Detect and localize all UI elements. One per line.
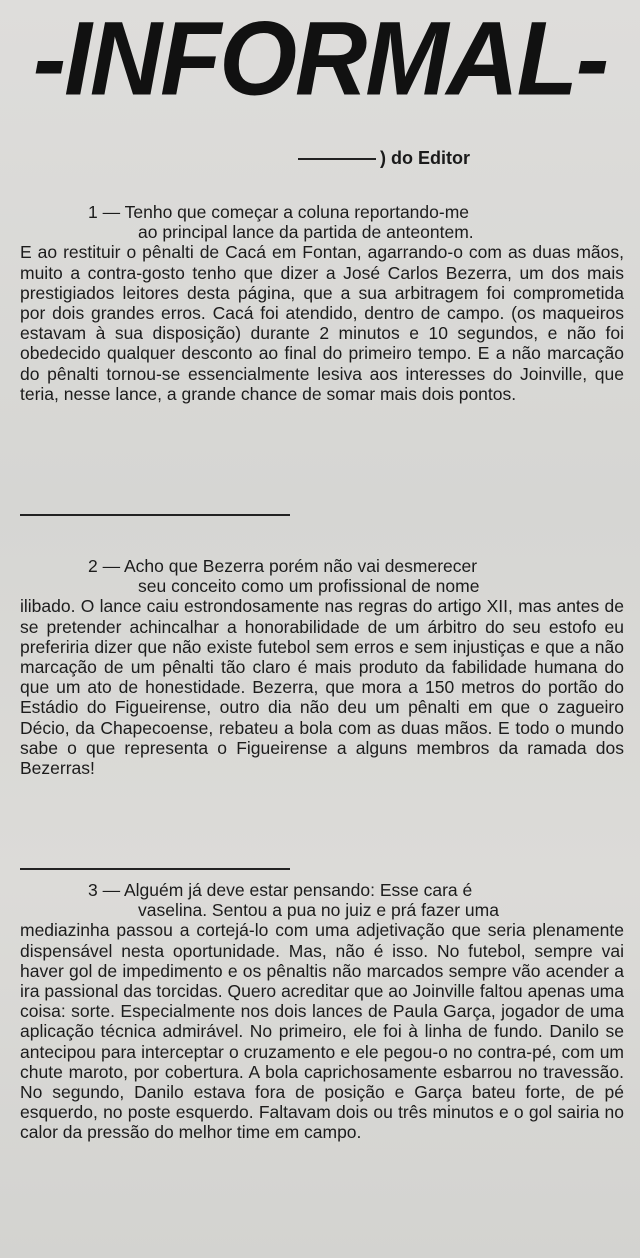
- paragraph-1: [20, 202, 624, 404]
- paragraph-2-body: ilibado. O lance caiu estrondosamente nas regras do artigo XII, mas antes de se pretender achincalhar a honorabilidade de um árbitro do seu estofo eu preferiria dizer que não existe futebol sem erros e sem injustiças e que a não marcação de um pênalti tão claro é mais produto da fabilidade humana do que um ato de honestidade. Bezerra, que mora a 150 metros do portão do Estádio do Figueirense, outro dia não deu um pênalti em que o zagueiro Décio, da Chapecoense, rebateu a bola com as duas mãos. E todo o mundo sabe o que representa o Figueirense a alguns membros da ramada dos Bezerras!: [20, 596, 624, 779]
- column-title: -INFORMAL-: [32, 0, 608, 118]
- paragraph-3-first-line: 3 — Alguém já deve estar pensando: Esse cara é: [88, 880, 473, 900]
- byline-text: ) do Editor: [380, 148, 470, 168]
- byline-dash: [298, 158, 376, 160]
- paragraph-3: [20, 880, 624, 1143]
- section-divider-1: [20, 514, 290, 516]
- paragraph-1-body: E ao restituir o pênalti de Cacá em Fontan, agarrando-o com as duas mãos, muito a contra-gosto tenho que dizer a José Carlos Bezerra, um dos mais prestigiados leitores desta página, que a sua arbitragem foi comprometida por dois grandes erros. Cacá foi atendido, dentro de campo. (os maqueiros estavam à sua disposição) durante 2 minutos e 10 segundos, e não foi obedecido qualquer desconto ao final do primeiro tempo. E a não marcação do pênalti tornou-se essencialmente lesiva aos interesses do Joinville, que teria, nesse lance, a grande chance de somar mais dois pontos.: [20, 242, 624, 404]
- paragraph-2-first-line: 2 — Acho que Bezerra porém não vai desmerecer: [88, 556, 478, 576]
- paragraph-2: [20, 556, 624, 778]
- paragraph-2-second-line: seu conceito como um profissional de nome: [138, 576, 480, 597]
- byline: [298, 148, 470, 169]
- masthead: [20, 0, 620, 118]
- paragraph-1-second-line: ao principal lance da partida de anteontem.: [138, 222, 474, 243]
- section-divider-2: [20, 868, 290, 870]
- paragraph-1-first-line: 1 — Tenho que começar a coluna reportando-me: [88, 202, 470, 222]
- paragraph-3-body: mediazinha passou a cortejá-lo com uma adjetivação que seria plenamente dispensável nesta oportunidade. Mas, não é isso. No futebol, sempre vai haver gol de impedimento e os pênaltis não marcados sempre vão acender a ira passional das torcidas. Quero acreditar que ao Joinville faltou apenas uma coisa: sorte. Especialmente nos dois lances de Paula Garça, jogador de uma aplicação técnica admirável. No primeiro, ele foi à linha de fundo. Danilo se antecipou para interceptar o cruzamento e ele pegou-o no contra-pé, com um chute maroto, por cobertura. A bola caprichosamente esbarrou no travessão. No segundo, Danilo estava fora de posição e Garça bateu forte, de pé esquerdo, no poste esquerdo. Faltavam dois ou três minutos e o gol sairia no calor da pressão do melhor time em campo.: [20, 920, 624, 1143]
- paragraph-3-second-line: vaselina. Sentou a pua no juiz e prá fazer uma: [138, 900, 499, 921]
